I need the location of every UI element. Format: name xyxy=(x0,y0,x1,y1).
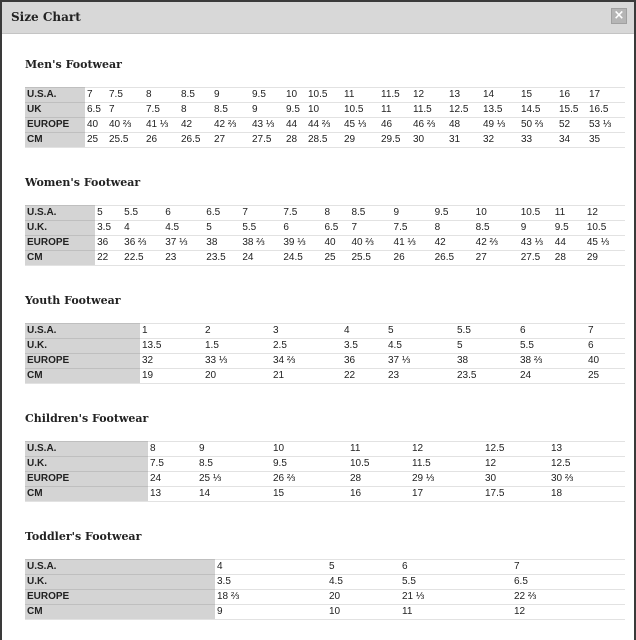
size-cell: 11.5 xyxy=(379,88,411,103)
size-cell: 32 xyxy=(140,354,203,369)
size-cell: 50 ⅔ xyxy=(519,118,557,133)
size-cell: 32 xyxy=(481,133,519,148)
row-label: U.S.A. xyxy=(25,442,148,457)
size-cell: 25 xyxy=(322,251,349,266)
size-cell: 48 xyxy=(447,118,481,133)
size-cell: 11.5 xyxy=(410,457,483,472)
size-cell: 1 xyxy=(140,324,203,339)
table-row xyxy=(25,457,625,472)
size-cell: 25.5 xyxy=(107,133,144,148)
table-row xyxy=(25,369,625,384)
size-cell: 12.5 xyxy=(549,457,625,472)
womens-size-table xyxy=(25,205,625,266)
toddlers-footwear-section xyxy=(25,528,625,620)
size-cell: 10.5 xyxy=(519,206,553,221)
size-cell: 11 xyxy=(379,103,411,118)
table-row xyxy=(25,88,625,103)
size-cell: 17 xyxy=(410,487,483,502)
size-cell: 5.5 xyxy=(455,324,518,339)
size-cell: 38 ⅔ xyxy=(240,236,281,251)
table-row xyxy=(25,442,625,457)
size-cell: 9 xyxy=(197,442,271,457)
size-cell: 38 xyxy=(455,354,518,369)
table-row xyxy=(25,118,625,133)
size-cell: 7 xyxy=(586,324,625,339)
section-title: Women's Footwear xyxy=(25,176,141,189)
size-cell: 11.5 xyxy=(411,103,447,118)
size-cell: 6.5 xyxy=(204,206,240,221)
size-cell: 29 xyxy=(585,251,625,266)
table-row xyxy=(25,103,625,118)
table-row xyxy=(25,590,625,605)
size-cell: 8.5 xyxy=(349,206,391,221)
size-cell: 5.5 xyxy=(400,575,512,590)
size-chart-dialog xyxy=(2,2,634,640)
size-cell: 7.5 xyxy=(107,88,144,103)
size-cell: 38 xyxy=(204,236,240,251)
size-cell: 12 xyxy=(410,442,483,457)
size-cell: 34 ⅔ xyxy=(271,354,342,369)
size-cell: 26 xyxy=(144,133,179,148)
size-cell: 5.5 xyxy=(518,339,586,354)
size-cell: 3 xyxy=(271,324,342,339)
size-cell: 30 xyxy=(411,133,447,148)
youth-footwear-section xyxy=(25,292,625,384)
size-cell: 5 xyxy=(386,324,455,339)
size-cell: 27 xyxy=(474,251,519,266)
size-cell: 27 xyxy=(212,133,250,148)
size-cell: 25 xyxy=(85,133,107,148)
size-cell: 34 xyxy=(557,133,587,148)
size-cell: 5 xyxy=(327,560,400,575)
size-cell: 7 xyxy=(349,221,391,236)
size-cell: 8.5 xyxy=(197,457,271,472)
size-cell: 6 xyxy=(281,221,322,236)
row-label: CM xyxy=(25,605,215,620)
size-cell: 13 xyxy=(148,487,197,502)
size-cell: 23.5 xyxy=(455,369,518,384)
size-cell: 17.5 xyxy=(483,487,549,502)
size-cell: 30 xyxy=(483,472,549,487)
size-cell: 29.5 xyxy=(379,133,411,148)
size-cell: 5.5 xyxy=(122,206,163,221)
size-cell: 9 xyxy=(215,605,327,620)
table-row xyxy=(25,251,625,266)
row-label: U.S.A. xyxy=(25,88,85,103)
size-cell: 6 xyxy=(400,560,512,575)
size-cell: 22 ⅔ xyxy=(512,590,625,605)
size-cell: 33 xyxy=(519,133,557,148)
size-cell: 10 xyxy=(284,88,306,103)
row-label: EUROPE xyxy=(25,590,215,605)
size-cell: 15.5 xyxy=(557,103,587,118)
size-cell: 40 ⅔ xyxy=(349,236,391,251)
row-label: U.S.A. xyxy=(25,324,140,339)
dialog-title: Size Chart xyxy=(11,10,81,24)
row-label: CM xyxy=(25,487,148,502)
size-cell: 13.5 xyxy=(481,103,519,118)
row-label: EUROPE xyxy=(25,472,148,487)
size-cell: 16.5 xyxy=(587,103,625,118)
size-cell: 8.5 xyxy=(179,88,212,103)
size-cell: 9.5 xyxy=(433,206,474,221)
size-cell: 42 ⅔ xyxy=(474,236,519,251)
size-cell: 26 ⅔ xyxy=(271,472,348,487)
size-cell: 25 ⅓ xyxy=(197,472,271,487)
table-row xyxy=(25,206,625,221)
size-cell: 6 xyxy=(586,339,625,354)
size-cell: 10.5 xyxy=(348,457,410,472)
size-cell: 39 ⅓ xyxy=(281,236,322,251)
size-cell: 8 xyxy=(322,206,349,221)
size-cell: 49 ⅓ xyxy=(481,118,519,133)
size-cell: 14 xyxy=(197,487,271,502)
size-cell: 42 xyxy=(179,118,212,133)
size-cell: 9.5 xyxy=(284,103,306,118)
size-cell: 24 xyxy=(240,251,281,266)
size-cell: 20 xyxy=(203,369,271,384)
size-cell: 8.5 xyxy=(474,221,519,236)
size-cell: 15 xyxy=(271,487,348,502)
row-label: CM xyxy=(25,133,85,148)
size-cell: 5 xyxy=(95,206,122,221)
size-cell: 26 xyxy=(392,251,433,266)
size-cell: 10.5 xyxy=(342,103,379,118)
size-cell: 11 xyxy=(348,442,410,457)
row-label: EUROPE xyxy=(25,118,85,133)
size-cell: 30 ⅔ xyxy=(549,472,625,487)
size-cell: 13.5 xyxy=(140,339,203,354)
size-cell: 37 ⅓ xyxy=(163,236,204,251)
section-title: Toddler's Footwear xyxy=(25,530,142,543)
size-cell: 9.5 xyxy=(553,221,585,236)
size-cell: 19 xyxy=(140,369,203,384)
size-cell: 7.5 xyxy=(148,457,197,472)
size-cell: 18 ⅔ xyxy=(215,590,327,605)
mens-size-table xyxy=(25,87,625,148)
size-cell: 42 xyxy=(433,236,474,251)
size-cell: 23.5 xyxy=(204,251,240,266)
row-label: U.K. xyxy=(25,457,148,472)
size-cell: 6 xyxy=(518,324,586,339)
size-cell: 7 xyxy=(512,560,625,575)
size-cell: 28.5 xyxy=(306,133,342,148)
size-cell: 44 ⅔ xyxy=(306,118,342,133)
size-cell: 5.5 xyxy=(240,221,281,236)
size-cell: 13 xyxy=(447,88,481,103)
size-cell: 44 xyxy=(553,236,585,251)
size-cell: 16 xyxy=(557,88,587,103)
table-row xyxy=(25,560,625,575)
size-cell: 18 xyxy=(549,487,625,502)
dialog-titlebar xyxy=(2,2,634,34)
size-cell: 12 xyxy=(483,457,549,472)
size-cell: 14.5 xyxy=(519,103,557,118)
size-cell: 10 xyxy=(327,605,400,620)
size-cell: 11 xyxy=(400,605,512,620)
size-cell: 8 xyxy=(148,442,197,457)
size-cell: 41 ⅓ xyxy=(144,118,179,133)
size-cell: 40 xyxy=(322,236,349,251)
size-cell: 10 xyxy=(271,442,348,457)
size-cell: 6.5 xyxy=(512,575,625,590)
size-cell: 12 xyxy=(411,88,447,103)
size-cell: 8.5 xyxy=(212,103,250,118)
row-label: EUROPE xyxy=(25,236,95,251)
table-row xyxy=(25,605,625,620)
size-cell: 9 xyxy=(392,206,433,221)
size-cell: 7.5 xyxy=(281,206,322,221)
size-cell: 36 ⅔ xyxy=(122,236,163,251)
size-cell: 45 ⅓ xyxy=(342,118,379,133)
size-cell: 8 xyxy=(179,103,212,118)
mens-footwear-section xyxy=(25,56,625,148)
size-cell: 46 xyxy=(379,118,411,133)
size-cell: 45 ⅓ xyxy=(585,236,625,251)
size-cell: 25 xyxy=(586,369,625,384)
toddlers-size-table xyxy=(25,559,625,620)
size-cell: 26.5 xyxy=(179,133,212,148)
size-cell: 10.5 xyxy=(585,221,625,236)
size-cell: 15 xyxy=(519,88,557,103)
size-cell: 27.5 xyxy=(250,133,284,148)
size-cell: 7 xyxy=(107,103,144,118)
size-cell: 9 xyxy=(250,103,284,118)
size-cell: 1.5 xyxy=(203,339,271,354)
size-cell: 20 xyxy=(327,590,400,605)
childrens-footwear-section xyxy=(25,410,625,502)
size-cell: 38 ⅔ xyxy=(518,354,586,369)
size-cell: 43 ⅓ xyxy=(519,236,553,251)
close-icon[interactable]: × xyxy=(611,8,627,24)
size-cell: 22.5 xyxy=(122,251,163,266)
size-cell: 41 ⅓ xyxy=(392,236,433,251)
size-cell: 28 xyxy=(348,472,410,487)
size-cell: 52 xyxy=(557,118,587,133)
youth-size-table xyxy=(25,323,625,384)
size-cell: 36 xyxy=(342,354,386,369)
womens-footwear-section xyxy=(25,174,625,266)
size-cell: 7.5 xyxy=(144,103,179,118)
size-cell: 10 xyxy=(474,206,519,221)
size-cell: 12.5 xyxy=(483,442,549,457)
size-cell: 25.5 xyxy=(349,251,391,266)
size-cell: 22 xyxy=(95,251,122,266)
size-cell: 4.5 xyxy=(386,339,455,354)
size-cell: 16 xyxy=(348,487,410,502)
table-row xyxy=(25,472,625,487)
size-cell: 21 xyxy=(271,369,342,384)
size-cell: 42 ⅔ xyxy=(212,118,250,133)
size-cell: 9.5 xyxy=(271,457,348,472)
size-cell: 9.5 xyxy=(250,88,284,103)
size-cell: 10 xyxy=(306,103,342,118)
size-cell: 28 xyxy=(553,251,585,266)
size-cell: 6 xyxy=(163,206,204,221)
size-cell: 6.5 xyxy=(322,221,349,236)
row-label: U.S.A. xyxy=(25,206,95,221)
size-cell: 10.5 xyxy=(306,88,342,103)
size-cell: 29 xyxy=(342,133,379,148)
size-cell: 9 xyxy=(519,221,553,236)
table-row xyxy=(25,575,625,590)
table-row xyxy=(25,354,625,369)
table-row xyxy=(25,487,625,502)
size-cell: 12 xyxy=(512,605,625,620)
size-cell: 43 ⅓ xyxy=(250,118,284,133)
size-cell: 4 xyxy=(122,221,163,236)
size-cell: 8 xyxy=(433,221,474,236)
size-cell: 22 xyxy=(342,369,386,384)
size-cell: 40 ⅔ xyxy=(107,118,144,133)
size-cell: 13 xyxy=(549,442,625,457)
size-cell: 37 ⅓ xyxy=(386,354,455,369)
size-cell: 23 xyxy=(163,251,204,266)
size-cell: 17 xyxy=(587,88,625,103)
size-cell: 3.5 xyxy=(95,221,122,236)
size-cell: 11 xyxy=(553,206,585,221)
size-cell: 28 xyxy=(284,133,306,148)
size-cell: 12.5 xyxy=(447,103,481,118)
size-cell: 40 xyxy=(85,118,107,133)
size-cell: 46 ⅔ xyxy=(411,118,447,133)
size-cell: 24.5 xyxy=(281,251,322,266)
size-cell: 6.5 xyxy=(85,103,107,118)
size-cell: 11 xyxy=(342,88,379,103)
size-cell: 44 xyxy=(284,118,306,133)
size-cell: 4.5 xyxy=(163,221,204,236)
size-cell: 24 xyxy=(518,369,586,384)
table-row xyxy=(25,324,625,339)
size-cell: 4 xyxy=(215,560,327,575)
section-title: Youth Footwear xyxy=(25,294,121,307)
size-cell: 21 ⅓ xyxy=(400,590,512,605)
size-cell: 14 xyxy=(481,88,519,103)
size-cell: 4 xyxy=(342,324,386,339)
size-cell: 7.5 xyxy=(392,221,433,236)
table-row xyxy=(25,221,625,236)
size-cell: 26.5 xyxy=(433,251,474,266)
size-cell: 35 xyxy=(587,133,625,148)
row-label: EUROPE xyxy=(25,354,140,369)
row-label: U.K. xyxy=(25,339,140,354)
size-cell: 31 xyxy=(447,133,481,148)
row-label: U.K. xyxy=(25,221,95,236)
size-cell: 40 xyxy=(586,354,625,369)
size-cell: 53 ⅓ xyxy=(587,118,625,133)
section-title: Children's Footwear xyxy=(25,412,149,425)
size-cell: 8 xyxy=(144,88,179,103)
section-title: Men's Footwear xyxy=(25,58,122,71)
size-cell: 4.5 xyxy=(327,575,400,590)
size-cell: 27.5 xyxy=(519,251,553,266)
size-cell: 23 xyxy=(386,369,455,384)
size-cell: 24 xyxy=(148,472,197,487)
size-cell: 12 xyxy=(585,206,625,221)
childrens-size-table xyxy=(25,441,625,502)
row-label: CM xyxy=(25,369,140,384)
size-cell: 3.5 xyxy=(215,575,327,590)
table-row xyxy=(25,133,625,148)
size-cell: 33 ⅓ xyxy=(203,354,271,369)
table-row xyxy=(25,339,625,354)
size-cell: 7 xyxy=(240,206,281,221)
size-cell: 5 xyxy=(204,221,240,236)
row-label: UK xyxy=(25,103,85,118)
size-cell: 36 xyxy=(95,236,122,251)
row-label: CM xyxy=(25,251,95,266)
row-label: U.S.A. xyxy=(25,560,215,575)
size-cell: 7 xyxy=(85,88,107,103)
size-cell: 29 ⅓ xyxy=(410,472,483,487)
size-cell: 3.5 xyxy=(342,339,386,354)
size-cell: 2.5 xyxy=(271,339,342,354)
size-cell: 5 xyxy=(455,339,518,354)
table-row xyxy=(25,236,625,251)
size-cell: 9 xyxy=(212,88,250,103)
size-cell: 2 xyxy=(203,324,271,339)
row-label: U.K. xyxy=(25,575,215,590)
